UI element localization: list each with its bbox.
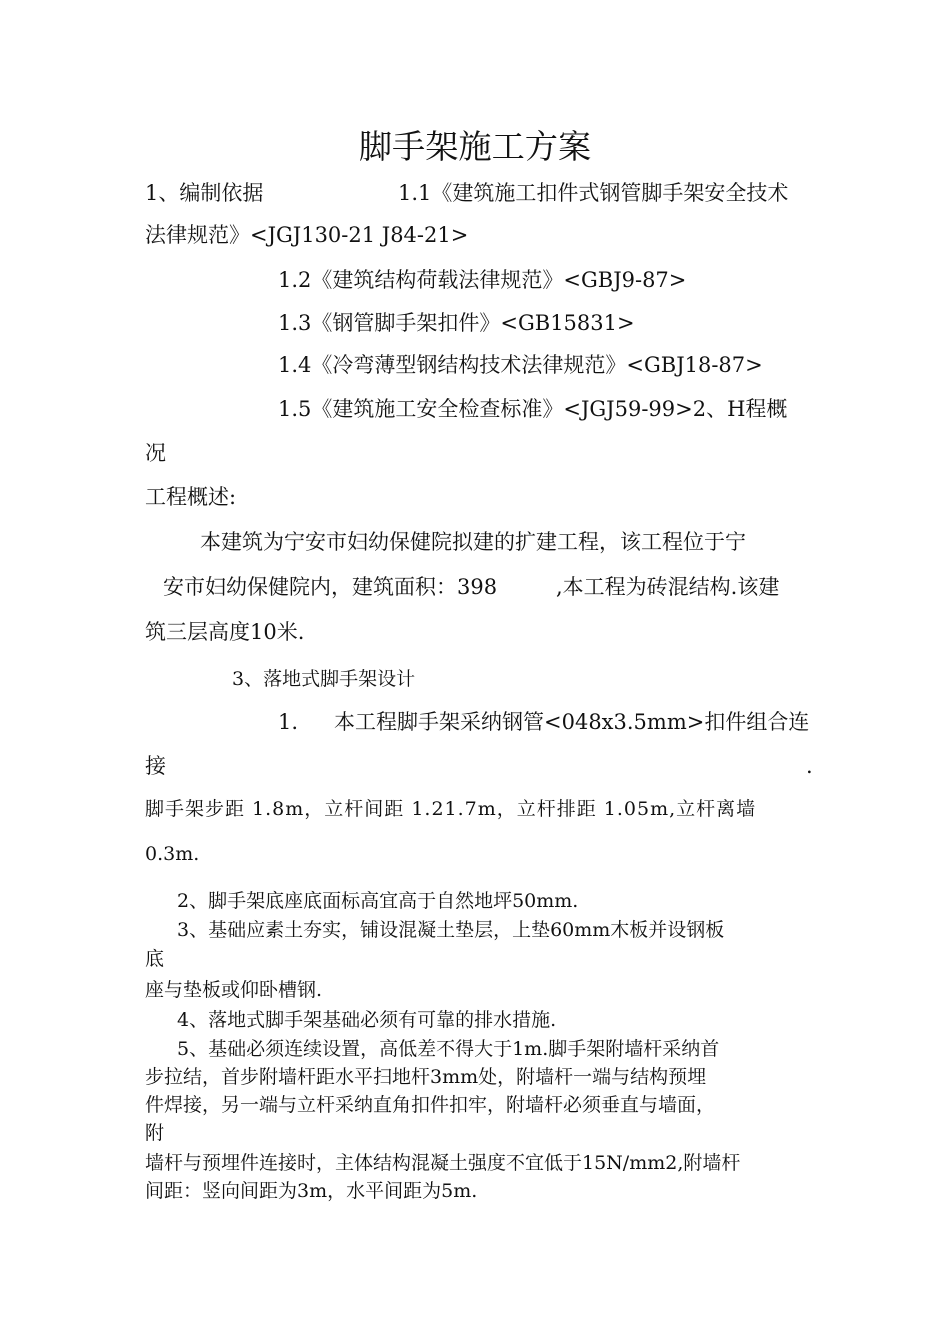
design-p1-line-1: 本工程脚手架采纳钢管<048x3.5mm>扣件组合连 [334, 710, 810, 734]
overview-line-2a: 安市妇幼保健院内，建筑面积：398 [163, 575, 498, 599]
basis-item-5: 1.5《建筑施工安全检查标准》<JGJ59-99>2、H程概 [278, 397, 788, 421]
basis-item-1-continued: 法律规范》<JGJ130-21 J84-21> [145, 223, 469, 247]
basis-item-3: 1.3《钢管脚手架扣件》<GB15831> [278, 311, 635, 335]
design-p3-line-2: 底 [145, 948, 165, 970]
design-p1-dot: . [806, 754, 813, 778]
design-p1-line-4: 0.3m. [145, 843, 200, 865]
design-p1-line-2: 接 [145, 754, 166, 778]
design-p5-line-4: 附 [145, 1122, 165, 1144]
design-p5-line-1: 5、基础必须连续设置，高低差不得大于1m.脚手架附墙杆采纳首 [177, 1038, 720, 1060]
design-p3-line-1: 3、基础应素土夯实，铺设混凝土垫层，上垫60mm木板并设钢板 [177, 919, 725, 941]
overview-heading: 工程概述: [145, 485, 237, 509]
design-p1-number: 1. [278, 710, 299, 734]
basis-item-1: 1.1《建筑施工扣件式钢管脚手架安全技术 [398, 181, 789, 205]
design-p5-line-5: 墙杆与预埋件连接时，主体结构混凝土强度不宜低于15N/mm2,附墙杆 [145, 1152, 741, 1174]
page-title: 脚手架施工方案 [358, 127, 592, 166]
basis-item-2: 1.2《建筑结构荷载法律规范》<GBJ9-87> [278, 268, 687, 292]
design-p3-line-3: 座与垫板或仰卧槽钢. [145, 979, 323, 1001]
basis-item-5-continued: 况 [145, 441, 166, 465]
basis-item-4: 1.4《冷弯薄型钢结构技术法律规范》<GBJ18-87> [278, 353, 763, 377]
design-p4: 4、落地式脚手架基础必须有可靠的排水措施. [177, 1009, 557, 1031]
design-p5-line-6: 间距：竖向间距为3m，水平间距为5m. [145, 1180, 478, 1202]
basis-heading: 1、编制依据 [145, 181, 264, 205]
design-p5-line-3: 件焊接，另一端与立杆采纳直角扣件扣牢，附墙杆必须垂直与墙面， [145, 1094, 716, 1116]
design-p2: 2、脚手架底座底面标高宜高于自然地坪50mm. [177, 890, 579, 912]
design-p5-line-2: 步拉结，首步附墙杆距水平扫地杆3mm处，附墙杆一端与结构预埋 [145, 1066, 707, 1088]
design-p1-line-3: 脚手架步距 1.8m，立杆间距 1.21.7m，立杆排距 1.05m,立杆离墙 [145, 798, 757, 820]
overview-line-2b: ,本工程为砖混结构.该建 [556, 575, 780, 599]
overview-line-1: 本建筑为宁安市妇幼保健院拟建的扩建工程，该工程位于宁 [200, 530, 746, 554]
design-heading: 3、落地式脚手架设计 [232, 668, 416, 690]
overview-line-3: 筑三层高度10米. [145, 620, 305, 644]
